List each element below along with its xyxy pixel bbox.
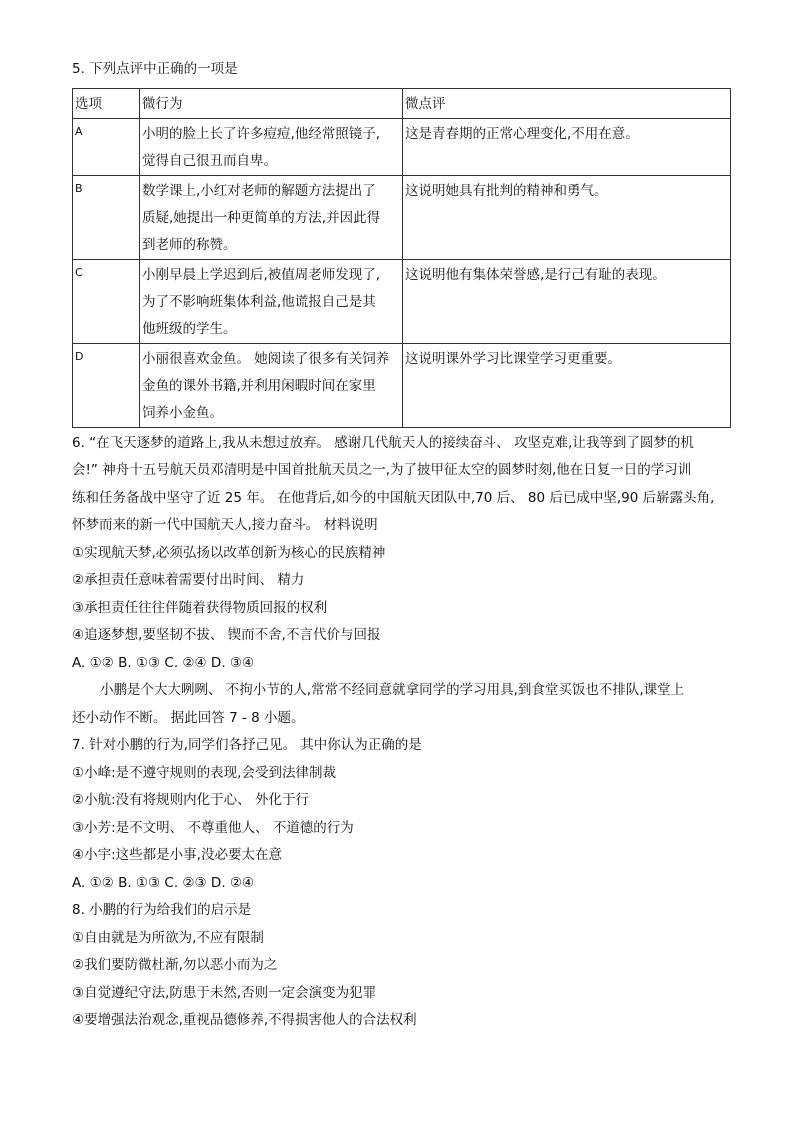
row-comment: 这说明课外学习比课堂学习更重要。 xyxy=(403,343,731,427)
question-8-option: ②我们要防微杜渐,勿以恶小而为之 xyxy=(72,957,278,973)
question-6-option: ①实现航天梦,必须弘扬以改革创新为核心的民族精神 xyxy=(72,544,386,561)
behavior-line: 觉得自己很丑而自卑。 xyxy=(142,152,277,169)
row-comment: 这说明他有集体荣誉感,是行己有耻的表现。 xyxy=(403,259,731,343)
question-8-option: ①自由就是为所欲为,不应有限制 xyxy=(72,929,264,946)
question-6-stem-line: 练和任务备战中坚守了近 25 年。 在他背后,如今的中国航天团队中,70 后、 80 后已成中坚,90 后崭露头角, xyxy=(72,489,715,506)
question-6-option: ②承担责任意味着需要付出时间、 精力 xyxy=(72,572,305,588)
behavior-line: 金鱼的课外书籍,并利用闲暇时间在家里 xyxy=(142,377,376,394)
table-row xyxy=(73,259,731,343)
passage-line: 小鹏是个大大咧咧、 不拘小节的人,常常不经同意就拿同学的学习用具,到食堂买饭也不排队,课堂上 xyxy=(100,682,685,698)
row-comment: 这说明她具有批判的精神和勇气。 xyxy=(403,175,731,259)
question-6-stem-line: 会!” 神舟十五号航天员邓清明是中国首批航天员之一,为了披甲征太空的圆梦时刻,他在日复一日的学习训 xyxy=(72,462,692,478)
row-behavior xyxy=(140,175,403,259)
table-row xyxy=(73,118,731,175)
passage-line: 还小动作不断。 据此回答 7 - 8 小题。 xyxy=(72,709,305,726)
question-7-option: ④小宇:这些都是小事,没必要太在意 xyxy=(72,847,282,863)
behavior-line: 他班级的学生。 xyxy=(142,320,237,337)
behavior-line: 到老师的称赞。 xyxy=(142,236,237,253)
question-7-stem: 7. 针对小鹏的行为,同学们各抒己见。 其中你认为正确的是 xyxy=(72,737,422,753)
header-behavior: 微行为 xyxy=(140,88,403,118)
row-option: D xyxy=(73,343,140,427)
exam-page xyxy=(72,56,722,1035)
question-8 xyxy=(72,897,722,1035)
table-row xyxy=(73,343,731,427)
behavior-line: 质疑,她提出一种更简单的方法,并因此得 xyxy=(142,209,381,226)
question-8-option: ④要增强法治观念,重视品德修养,不得损害他人的合法权利 xyxy=(72,1012,417,1028)
question-6-stem-line: 6. “在飞天逐梦的道路上,我从未想过放弃。 感谢几代航天人的接续奋斗、 攻坚克难,让我等到了圆梦的机 xyxy=(72,434,694,451)
question-6-option: ③承担责任往往伴随着获得物质回报的权利 xyxy=(72,599,328,616)
question-7-option: ①小峰:是不遵守规则的表现,会受到法律制裁 xyxy=(72,764,336,781)
question-7-option: ③小芳:是不文明、 不尊重他人、 不道德的行为 xyxy=(72,819,354,836)
row-behavior xyxy=(140,343,403,427)
shared-passage xyxy=(72,677,722,732)
question-5-table xyxy=(72,88,731,428)
question-7-answers: A. ①② B. ①③ C. ②③ D. ②④ xyxy=(72,874,255,891)
row-option: A xyxy=(73,118,140,175)
behavior-line: 饲养小金鱼。 xyxy=(142,404,223,421)
header-option: 选项 xyxy=(73,88,140,118)
question-8-stem: 8. 小鹏的行为给我们的启示是 xyxy=(72,902,252,918)
header-comment: 微点评 xyxy=(403,88,731,118)
table-row xyxy=(73,175,731,259)
behavior-line: 小丽很喜欢金鱼。 她阅读了很多有关饲养 xyxy=(142,350,390,367)
behavior-line: 小刚早晨上学迟到后,被值周老师发现了, xyxy=(142,266,381,283)
question-8-option: ③自觉遵纪守法,防患于未然,否则一定会演变为犯罪 xyxy=(72,984,377,1001)
row-option: B xyxy=(73,175,140,259)
question-7 xyxy=(72,732,722,897)
question-6-stem-line: 怀梦而来的新一代中国航天人,接力奋斗。 材料说明 xyxy=(72,517,378,533)
row-option: C xyxy=(73,259,140,343)
row-behavior xyxy=(140,259,403,343)
behavior-line: 小明的脸上长了许多痘痘,他经常照镜子, xyxy=(142,125,381,142)
behavior-line: 数学课上,小红对老师的解题方法提出了 xyxy=(142,182,376,199)
question-6 xyxy=(72,430,722,678)
table-header-row xyxy=(73,88,731,118)
behavior-line: 为了不影响班集体利益,他谎报自己是其 xyxy=(142,293,376,310)
question-6-answers: A. ①② B. ①③ C. ②④ D. ③④ xyxy=(72,654,255,671)
question-5-stem: 5. 下列点评中正确的一项是 xyxy=(72,61,238,77)
row-behavior xyxy=(140,118,403,175)
question-7-option: ②小航:没有将规则内化于心、 外化于行 xyxy=(72,792,309,808)
row-comment: 这是青春期的正常心理变化,不用在意。 xyxy=(403,118,731,175)
question-6-option: ④追逐梦想,要坚韧不拔、 锲而不舍,不言代价与回报 xyxy=(72,627,381,643)
